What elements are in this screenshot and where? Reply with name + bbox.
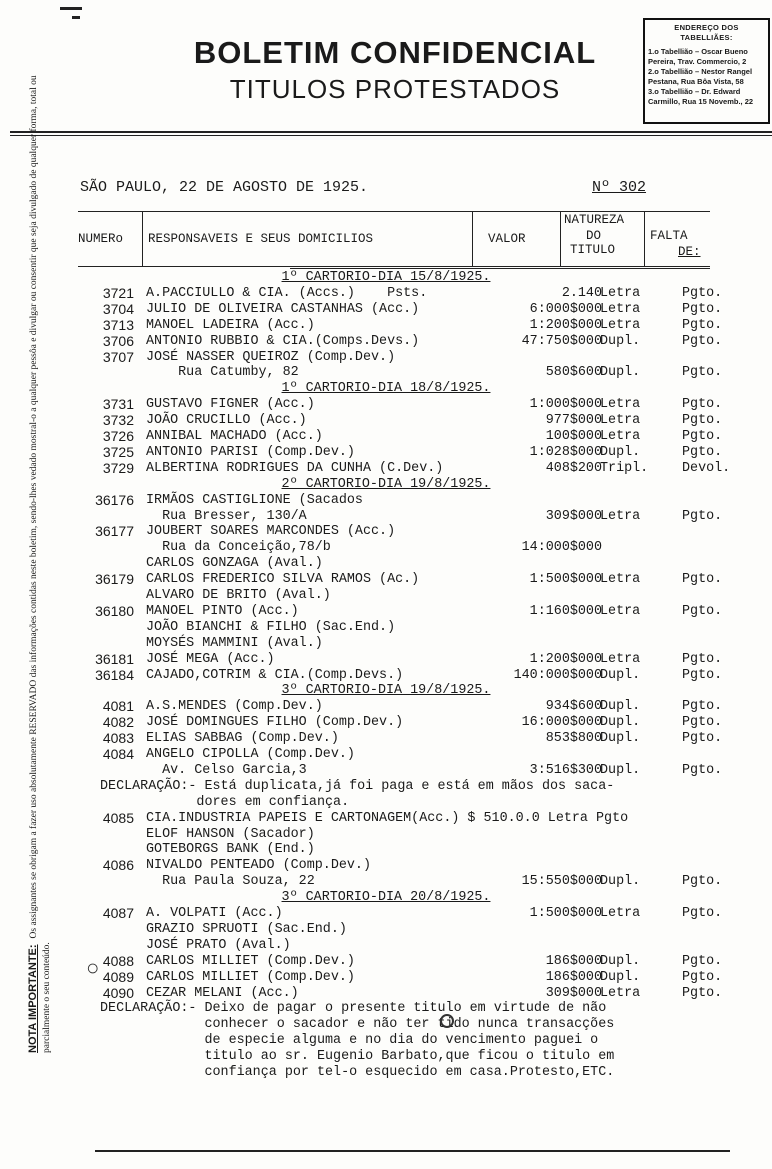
row-nature: Dupl. [600,715,641,731]
row-responsible: Av. Celso Garcia,3 [146,762,307,778]
row-nature: Letra [600,413,641,429]
row-number: 36177 [95,523,134,540]
row-number: 3704 [102,300,134,317]
dateline: SÃO PAULO, 22 DE AGOSTO DE 1925. [80,179,369,196]
section-heading [70,270,770,285]
row-nature: Letra [600,301,641,317]
row-number: 3731 [102,396,134,413]
row-value: 2.140 [561,285,602,301]
row-number: 3729 [102,459,134,476]
row-reason: Pgto. [682,333,723,349]
row-reason: Pgto. [682,969,723,985]
row-nature: Letra [600,397,641,413]
row-reason: Pgto. [682,285,723,301]
row-value: 408$200 [545,460,602,476]
row-responsible: CIA.INDUSTRIA PAPEIS E CARTONAGEM(Acc.) $ 510.0.0 Letra Pgto [146,810,629,826]
row-responsible: CARLOS GONZAGA (Aval.) [146,556,323,572]
section-heading-text: 3º CARTORIO-DIA 19/8/1925. [281,683,491,699]
ink-smudge-mark [440,1014,454,1028]
row-responsible: JOSÉ PRATO (Aval.) [146,937,291,953]
row-reason: Pgto. [682,301,723,317]
row-responsible: IRMÃOS CASTIGLIONE (Sacados [146,492,363,508]
row-value: 580$600 [545,365,602,381]
row-number: 4089 [102,968,134,985]
row-number: 4090 [102,984,134,1001]
table-row [70,350,770,365]
row-reason: Pgto. [682,762,723,778]
table-row [70,699,770,714]
declaration-text: DECLARAÇÃO:- Está duplicata,já foi paga e está em mãos dos saca- [100,778,615,794]
address-line: Pereira, Trav. Commercio, 2 [648,57,747,66]
row-responsible: JOSÉ NASSER QUEIROZ (Comp.Dev.) [146,349,396,365]
section-heading-text: 2º CARTORIO-DIA 19/8/1925. [281,476,491,492]
row-number: 3713 [102,316,134,333]
section-heading [70,381,770,396]
address-line: 3.o Tabellião – Dr. Edward [648,87,741,96]
column-natureza: NATUREZA [564,213,625,227]
row-responsible: ELIAS SABBAG (Comp.Dev.) [146,731,339,747]
row-value: 977$000 [545,413,602,429]
row-nature: Letra [600,508,641,524]
ink-smudge-circle: ○ [86,955,100,980]
address-line: Pestana, Rua Bôa Vista, 58 [648,77,744,86]
row-value: 1:500$000 [529,906,602,921]
row-responsible: ALVARO DE BRITO (Aval.) [146,588,331,603]
row-number: 3726 [102,428,134,444]
table-row [70,509,770,524]
declaration-line [70,1017,770,1032]
row-responsible: A. VOLPATI (Acc.) [146,906,283,921]
row-reason: Pgto. [682,413,723,429]
column-natureza-titulo: TITULO [570,243,616,257]
address-line: 1.o Tabellião – Oscar Bueno [648,47,748,56]
row-responsible: ANTONIO PARISI (Comp.Dev.) [146,444,355,460]
table-row [70,620,770,635]
table-row [70,636,770,651]
row-reason: Pgto. [682,953,723,969]
table-row [70,922,770,937]
row-number: 4085 [102,809,134,826]
row-number: 3732 [102,412,134,429]
row-reason: Pgto. [682,667,723,683]
row-value: 6:000$000 [529,301,602,317]
footer-divider [95,1150,730,1152]
row-value: 3:516$300 [529,762,602,778]
header-divider [10,131,772,133]
row-responsible: NIVALDO PENTEADO (Comp.Dev.) [146,858,371,874]
declaration-line [70,1065,770,1080]
table-row [70,906,770,921]
declaration-line [70,1033,770,1048]
table-row [70,365,770,380]
row-value: 1:200$000 [529,317,602,333]
row-responsible: ELOF HANSON (Sacador) [146,826,315,842]
row-nature: Letra [600,651,641,667]
table-row [70,604,770,619]
row-number: 4084 [102,746,134,762]
row-value: 186$000 [545,953,602,969]
table-row [70,954,770,969]
row-nature: Dupl. [600,667,641,683]
table-header [78,211,710,267]
table-row [70,858,770,873]
row-number: 3707 [102,348,134,365]
row-responsible: CARLOS MILLIET (Comp.Dev.) [146,953,355,969]
declaration-line [70,795,770,810]
row-reason: Pgto. [682,365,723,381]
row-responsible: GUSTAVO FIGNER (Acc.) [146,397,315,413]
table-row [70,556,770,571]
row-nature: Letra [600,317,641,333]
table-row [70,874,770,889]
table-row [70,652,770,667]
notice-text: Os assignantes se obrigam a fazer uso absolutamente RESERVADO das informações contidas neste boletim, sendo-lhes vedado mostral-o a qualquer pessôa e divulgar ou consentir que seja divulgado de qualquer forma, total ou parcialmente o seu conteúdo. [29,75,52,1053]
row-value: 100$000 [545,429,602,444]
row-nature: Dupl. [600,731,641,747]
table-row [70,413,770,428]
table-row [70,286,770,301]
row-responsible: MANOEL LADEIRA (Acc.) [146,317,315,333]
address-line: Carmillo, Rua 15 Novemb., 22 [648,97,754,106]
row-nature: Dupl. [600,762,641,778]
row-responsible: ANGELO CIPOLLA (Comp.Dev.) [146,747,355,762]
notaries-address-box [643,18,770,124]
row-responsible: ALBERTINA RODRIGUES DA CUNHA (C.Dev.) [146,460,444,476]
table-row [70,445,770,460]
row-responsible: A.PACCIULLO & CIA. (Accs.) Psts. [146,285,428,301]
header-divider-thin [10,135,772,136]
declaration-text: confiança por tel-o esquecido em casa.Protesto,ETC. [100,1065,615,1080]
row-nature: Dupl. [600,365,641,381]
section-heading-text: 1º CARTORIO-DIA 15/8/1925. [281,270,491,285]
corner-marks [60,4,90,12]
row-responsible: CAJADO,COTRIM & CIA.(Comp.Devs.) [146,667,404,683]
table-row [70,588,770,603]
declaration-text: dores em confiança. [100,794,350,810]
row-responsible: CARLOS MILLIET (Comp.Dev.) [146,969,355,985]
row-nature: Letra [600,285,641,301]
row-nature: Letra [600,985,641,1001]
declaration-line [70,779,770,794]
row-reason: Pgto. [682,572,723,588]
column-falta-de: DE: [678,245,701,259]
row-value: 853$800 [545,731,602,747]
row-number: 3706 [102,332,134,349]
table-row [70,986,770,1001]
row-responsible: CEZAR MELANI (Acc.) [146,985,299,1001]
row-responsible: MOYSÉS MAMMINI (Aval.) [146,635,323,651]
table-row [70,334,770,349]
declaration-text: DECLARAÇÃO:- Deixo de pagar o presente titulo em virtude de não [100,1001,607,1017]
row-value: 140:000$000 [513,667,602,683]
row-nature: Dupl. [600,699,641,715]
table-row [70,827,770,842]
row-number: 36179 [95,571,134,588]
row-number: 4082 [102,714,134,731]
row-responsible: JOÃO BIANCHI & FILHO (Sac.End.) [146,619,396,635]
row-nature: Dupl. [600,444,641,460]
notice-label: NOTA IMPORTANTE: [27,944,39,1053]
bulletin-number: Nº 302 [592,179,647,196]
row-responsible: JOÃO CRUCILLO (Acc.) [146,413,307,429]
row-value: 47:750$000 [521,333,602,349]
row-nature: Dupl. [600,874,641,890]
row-value: 14:000$000 [521,540,602,556]
row-responsible: ANTONIO RUBBIO & CIA.(Comps.Devs.) [146,333,420,349]
row-responsible: Rua Paula Souza, 22 [146,874,315,890]
row-responsible: Rua da Conceição,78/b [146,540,331,556]
row-nature: Tripl. [600,460,649,476]
table-row [70,811,770,826]
row-responsible: JULIO DE OLIVEIRA CASTANHAS (Acc.) [146,301,420,317]
row-value: 1:500$000 [529,572,602,588]
declaration-text: titulo ao sr. Eugenio Barbato,que ficou o titulo em [100,1049,615,1065]
table-row [70,572,770,587]
row-value: 15:550$000 [521,874,602,890]
table-row [70,970,770,985]
table-row [70,747,770,762]
row-responsible: Rua Bresser, 130/A [146,508,307,524]
row-reason: Pgto. [682,985,723,1001]
row-responsible: JOSÉ DOMINGUES FILHO (Comp.Dev.) [146,715,404,731]
table-row [70,668,770,683]
row-number: 4088 [102,952,134,969]
row-value: 1:200$000 [529,651,602,667]
page-title: BOLETIM CONFIDENCIAL [193,35,597,70]
row-number: 36184 [95,666,134,683]
table-row [70,461,770,476]
row-value: 186$000 [545,969,602,985]
table-row [70,763,770,778]
row-value: 16:000$000 [521,715,602,731]
row-responsible: A.S.MENDES (Comp.Dev.) [146,699,323,715]
section-heading [70,890,770,905]
section-heading-text: 1º CARTORIO-DIA 18/8/1925. [281,381,491,397]
table-row [70,731,770,746]
row-reason: Pgto. [682,699,723,715]
row-number: 36176 [95,491,134,508]
row-nature: Letra [600,603,641,619]
table-row [70,524,770,539]
table-row [70,397,770,412]
row-number: 4081 [102,698,134,715]
address-heading: ENDEREÇO DOS TABELLIÃES: [674,23,739,42]
row-reason: Pgto. [682,731,723,747]
declaration-line [70,1049,770,1064]
row-number: 36180 [95,602,134,619]
table-header-rule [290,268,710,269]
column-falta: FALTA [650,229,688,243]
row-value: 1:000$000 [529,397,602,413]
table-row [70,715,770,730]
row-responsible: Rua Catumby, 82 [146,365,299,381]
row-value: 1:160$000 [529,603,602,619]
row-responsible: JOSÉ MEGA (Acc.) [146,651,275,667]
row-reason: Pgto. [682,906,723,921]
table-row [70,540,770,555]
row-value: 1:028$000 [529,444,602,460]
row-nature: Letra [600,429,641,444]
row-value: 309$000 [545,508,602,524]
row-nature: Letra [600,572,641,588]
row-nature: Letra [600,906,641,921]
table-row [70,302,770,317]
row-number: 3725 [102,443,134,460]
row-reason: Pgto. [682,317,723,333]
row-reason: Pgto. [682,603,723,619]
row-responsible: MANOEL PINTO (Acc.) [146,603,299,619]
table-row [70,938,770,953]
row-value: 309$000 [545,985,602,1001]
table-row [70,318,770,333]
column-natureza-do: DO [586,229,602,243]
column-valor: VALOR [488,232,526,246]
row-reason: Pgto. [682,508,723,524]
row-nature: Dupl. [600,969,641,985]
page-subtitle: TITULOS PROTESTADOS [229,74,561,104]
declaration-line [70,1001,770,1016]
row-number: 4083 [102,730,134,747]
row-reason: Pgto. [682,397,723,413]
declaration-text: de especie alguma e no dia do vencimento paguei o [100,1033,599,1049]
row-reason: Pgto. [682,715,723,731]
row-nature: Dupl. [600,333,641,349]
table-row [70,429,770,444]
table-row [70,493,770,508]
row-number: 4087 [102,905,134,921]
row-reason: Pgto. [682,874,723,890]
address-line: 2.o Tabellião – Nestor Rangel [648,67,753,76]
row-reason: Pgto. [682,429,723,444]
column-numero: NUMERo [78,232,124,246]
row-value: 934$600 [545,699,602,715]
row-responsible: JOUBERT SOARES MARCONDES (Acc.) [146,524,396,540]
section-heading [70,683,770,698]
row-reason: Devol. [682,460,731,476]
declaration-text: conhecer o sacador e não ter tido nunca transacções [100,1017,615,1033]
row-number: 4086 [102,857,134,874]
row-number: 3721 [102,284,134,301]
column-responsaveis: RESPONSAVEIS E SEUS DOMICILIOS [148,232,374,246]
row-reason: Pgto. [682,651,723,667]
row-responsible: GOTEBORGS BANK (End.) [146,842,315,858]
row-number: 36181 [95,650,134,667]
table-row [70,842,770,857]
section-heading-text: 3º CARTORIO-DIA 20/8/1925. [281,890,491,906]
row-responsible: ANNIBAL MACHADO (Acc.) [146,429,323,444]
row-responsible: GRAZIO SPRUOTI (Sac.End.) [146,921,347,937]
row-nature: Dupl. [600,953,641,969]
row-reason: Pgto. [682,444,723,460]
section-heading [70,477,770,492]
row-responsible: CARLOS FREDERICO SILVA RAMOS (Ac.) [146,572,420,588]
